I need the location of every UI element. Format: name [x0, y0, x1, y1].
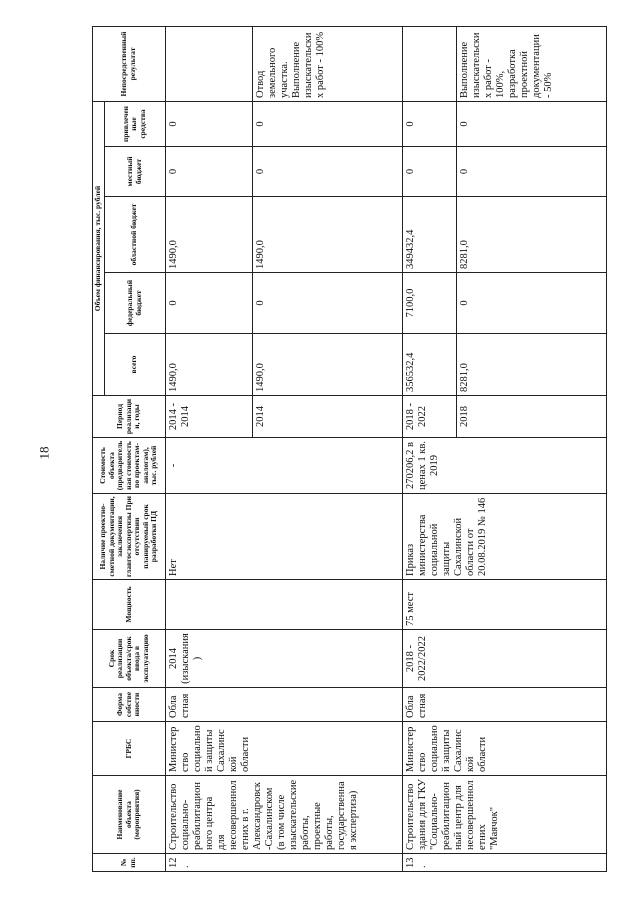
cell-name: Строительство социально-реабилитационного центра для несовершеннолетних в г. Александровск-Сахалинском (в том числе изыскательские работы, проектные работы, государственная экспертиза)	[165, 776, 403, 854]
cell-result	[403, 27, 457, 102]
header-capacity: Мощность	[93, 580, 166, 630]
cell-result: Отвод земельного участка. Выполнение изыскательских работ - 100%	[253, 27, 403, 102]
cell-capacity: 75 мест	[403, 580, 607, 630]
cell-no: 12.	[165, 854, 403, 872]
header-regional: областной бюджет	[104, 197, 165, 273]
table-row	[165, 27, 253, 872]
cell-capacity	[165, 580, 403, 630]
cell-ownership: Областная	[165, 688, 403, 722]
cell-attracted: 0	[165, 102, 253, 147]
cell-term: 2018 - 2022/2022	[403, 630, 607, 688]
header-no: № пп.	[93, 854, 166, 872]
cell-cost: 270206,2 в ценах 1 кв. 2019	[403, 438, 607, 494]
cell-grbs: Министерство социальной защиты Сахалинской области	[165, 722, 403, 776]
header-psd: Наличие проектно-сметной документации, заключения главгосэкспертизы При отсутствии планируемый срок разработки ПД	[93, 494, 166, 580]
cell-result: Выполнение изыскательских работ - 100%, разработка проектной документации - 50%	[457, 27, 607, 102]
cell-period: 2018 - 2022	[403, 396, 457, 438]
header-funding-group: Объем финансирования, тыс. рублей	[93, 102, 105, 396]
cell-cost: -	[165, 438, 403, 494]
cell-attracted: 0	[403, 102, 457, 147]
cell-local: 0	[165, 147, 253, 197]
cell-federal: 0	[165, 273, 253, 334]
cell-regional: 349432,4	[403, 197, 457, 273]
cell-total: 356532,4	[403, 334, 457, 396]
header-period: Период реализации, годы	[93, 396, 166, 438]
cell-result	[165, 27, 253, 102]
page-number: 18	[36, 446, 52, 460]
cell-period: 2018	[457, 396, 607, 438]
cell-local: 0	[253, 147, 403, 197]
table-row	[403, 27, 457, 872]
rotated-table-wrapper	[92, 27, 607, 872]
header-cost: Стоимость объекта (предварительная стоимость по проектам-аналогам), тыс. рублей	[93, 438, 166, 494]
cell-attracted: 0	[253, 102, 403, 147]
header-local: местный бюджет	[104, 147, 165, 197]
cell-regional: 1490,0	[253, 197, 403, 273]
header-total: всего	[104, 334, 165, 396]
cell-grbs: Министерство социальной защиты Сахалинской области	[403, 722, 607, 776]
cell-no: 13.	[403, 854, 607, 872]
cell-term: 2014 (изыскания)	[165, 630, 403, 688]
cell-regional: 8281,0	[457, 197, 607, 273]
cell-regional: 1490,0	[165, 197, 253, 273]
cell-federal: 0	[253, 273, 403, 334]
cell-attracted: 0	[457, 102, 607, 147]
cell-name: Строительство здания для ГКУ "Социально-реабилитационный центр для несовершеннолетних "Маячок"	[403, 776, 607, 854]
cell-total: 8281,0	[457, 334, 607, 396]
cell-total: 1490,0	[253, 334, 403, 396]
cell-psd: Нет	[165, 494, 403, 580]
cell-federal: 0	[457, 273, 607, 334]
cell-federal: 7100,0	[403, 273, 457, 334]
cell-total: 1490,0	[165, 334, 253, 396]
header-term: Срок реализации объекта/срок ввода в эксплуатацию	[93, 630, 166, 688]
header-federal: федеральный бюджет	[104, 273, 165, 334]
header-attracted: привлеченные средства	[104, 102, 165, 147]
cell-psd: Приказ министерства социальной защиты Сахалинской области от 20.08.2019 № 146	[403, 494, 607, 580]
cell-period: 2014	[253, 396, 403, 438]
objects-table	[92, 26, 607, 872]
header-name: Наименование объекта (мероприятия)	[93, 776, 166, 854]
cell-local: 0	[457, 147, 607, 197]
cell-period: 2014 - 2014	[165, 396, 253, 438]
cell-local: 0	[403, 147, 457, 197]
cell-ownership: Областная	[403, 688, 607, 722]
header-ownership: Форма собственности	[93, 688, 166, 722]
header-grbs: ГРБС	[93, 722, 166, 776]
header-result: Непосредственный результат	[93, 27, 166, 102]
